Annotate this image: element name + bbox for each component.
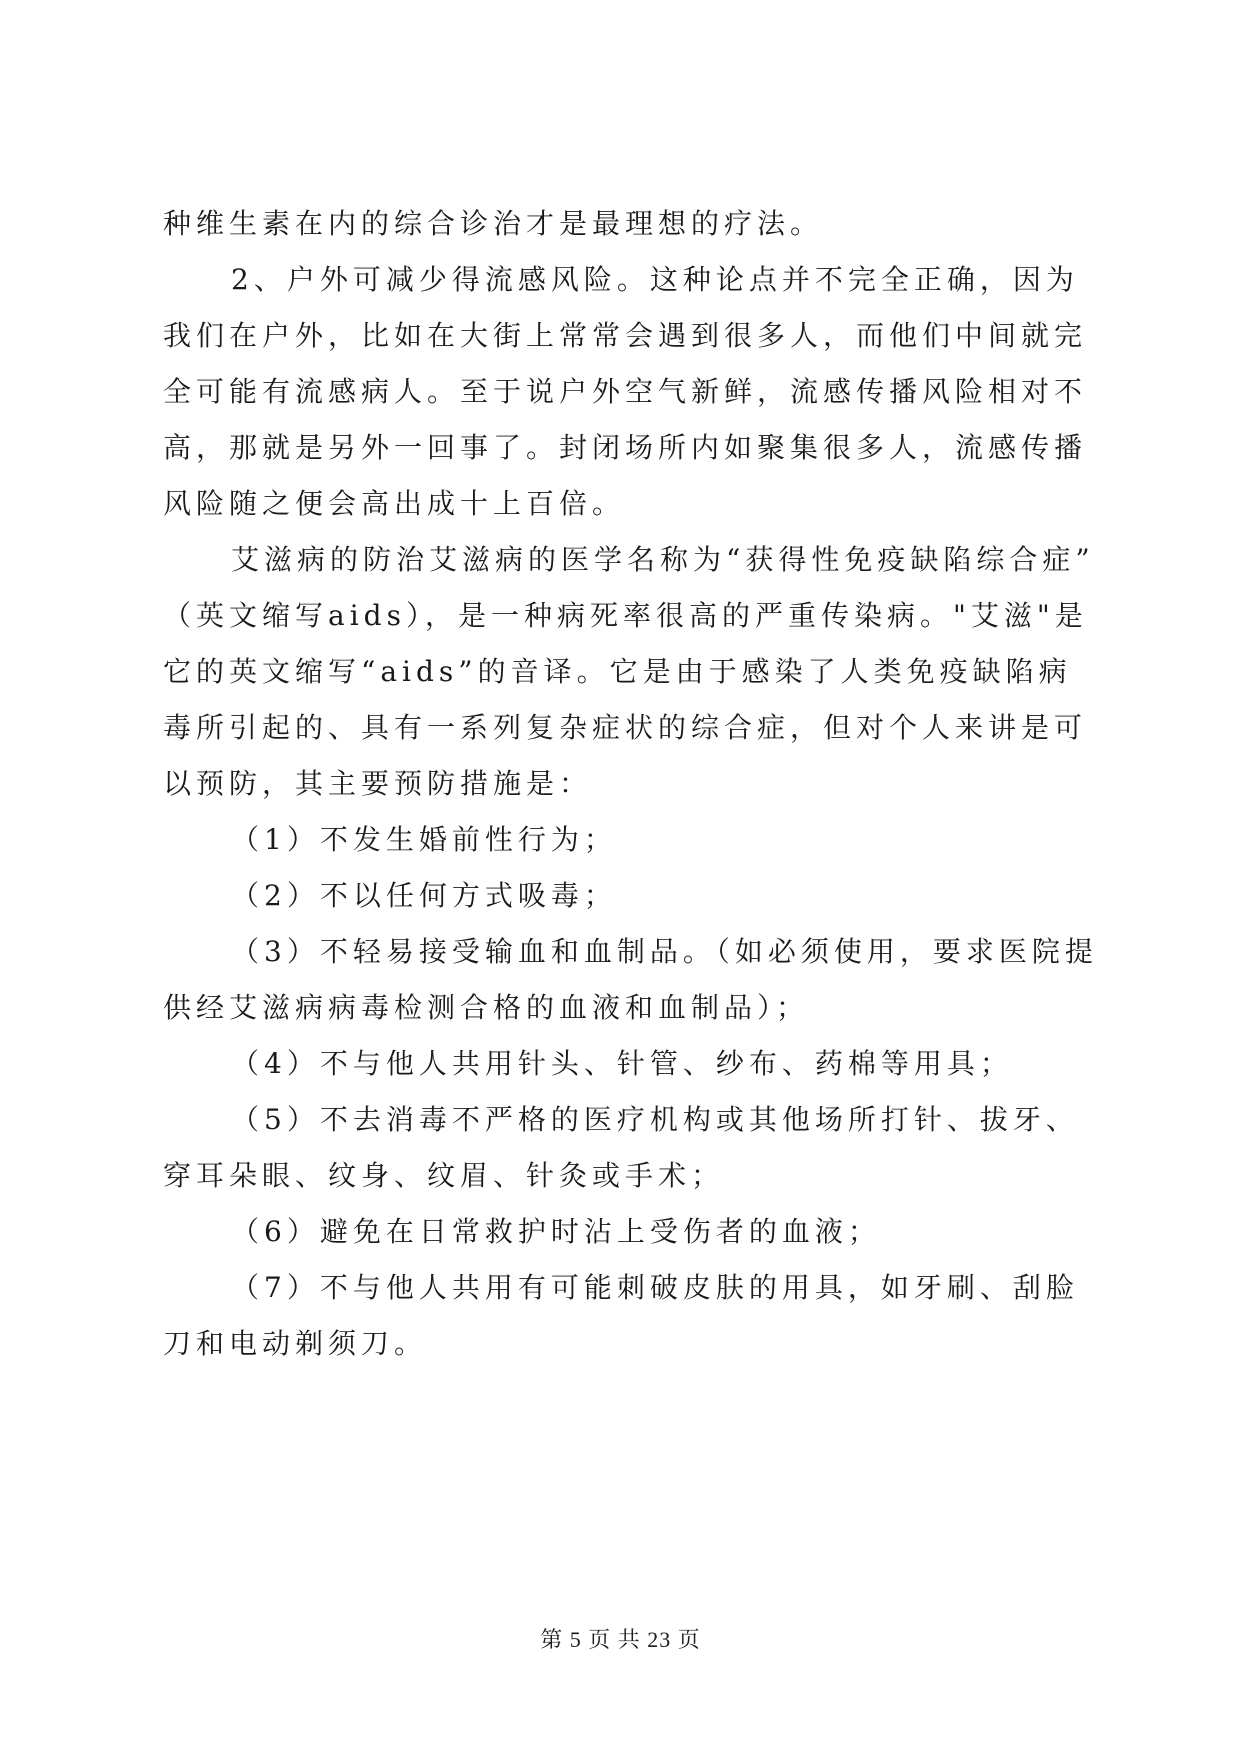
text-line: 刀和电动剃须刀。 (163, 1327, 428, 1360)
list-item: （1）不发生婚前性行为； (231, 823, 617, 856)
text-line: 穿耳朵眼、纹身、纹眉、针灸或手术； (163, 1159, 725, 1192)
text-line: （英文缩写aids），是一种病死率很高的严重传染病。"艾滋"是 (163, 599, 1088, 632)
text-line: 2、户外可减少得流感风险。这种论点并不完全正确，因为 (231, 263, 1079, 296)
text-line: 毒所引起的、具有一系列复杂症状的综合症，但对个人来讲是可 (163, 711, 1088, 744)
text-line: 供经艾滋病病毒检测合格的血液和血制品）； (163, 991, 810, 1024)
text-line: 它的英文缩写“aids”的音译。它是由于感染了人类免疫缺陷病 (163, 655, 1072, 688)
list-item: （3）不轻易接受输血和血制品。（如必须使用，要求医院提 (231, 935, 1098, 968)
list-item: （7）不与他人共用有可能刺破皮肤的用具，如牙刷、刮脸 (231, 1271, 1079, 1304)
list-item: （4）不与他人共用针头、针管、纱布、药棉等用具； (231, 1047, 1013, 1080)
text-line: 全可能有流感病人。至于说户外空气新鲜，流感传播风险相对不 (163, 375, 1088, 408)
list-item: （2）不以任何方式吸毒； (231, 879, 617, 912)
text-line: 高，那就是另外一回事了。封闭场所内如聚集很多人，流感传播 (163, 431, 1088, 464)
page-footer: 第 5 页 共 23 页 (540, 1627, 701, 1652)
text-line: 以预防，其主要预防措施是： (163, 767, 593, 800)
text-line: 风险随之便会高出成十上百倍。 (163, 487, 626, 520)
list-item: （6）避免在日常救护时沾上受伤者的血液； (231, 1215, 881, 1248)
text-line: 艾滋病的防治艾滋病的医学名称为“获得性免疫缺陷综合症” (231, 543, 1095, 576)
text-line: 我们在户外，比如在大街上常常会遇到很多人，而他们中间就完 (163, 319, 1088, 352)
list-item: （5）不去消毒不严格的医疗机构或其他场所打针、拔牙、 (231, 1103, 1079, 1136)
text-line: 种维生素在内的综合诊治才是最理想的疗法。 (163, 207, 824, 240)
